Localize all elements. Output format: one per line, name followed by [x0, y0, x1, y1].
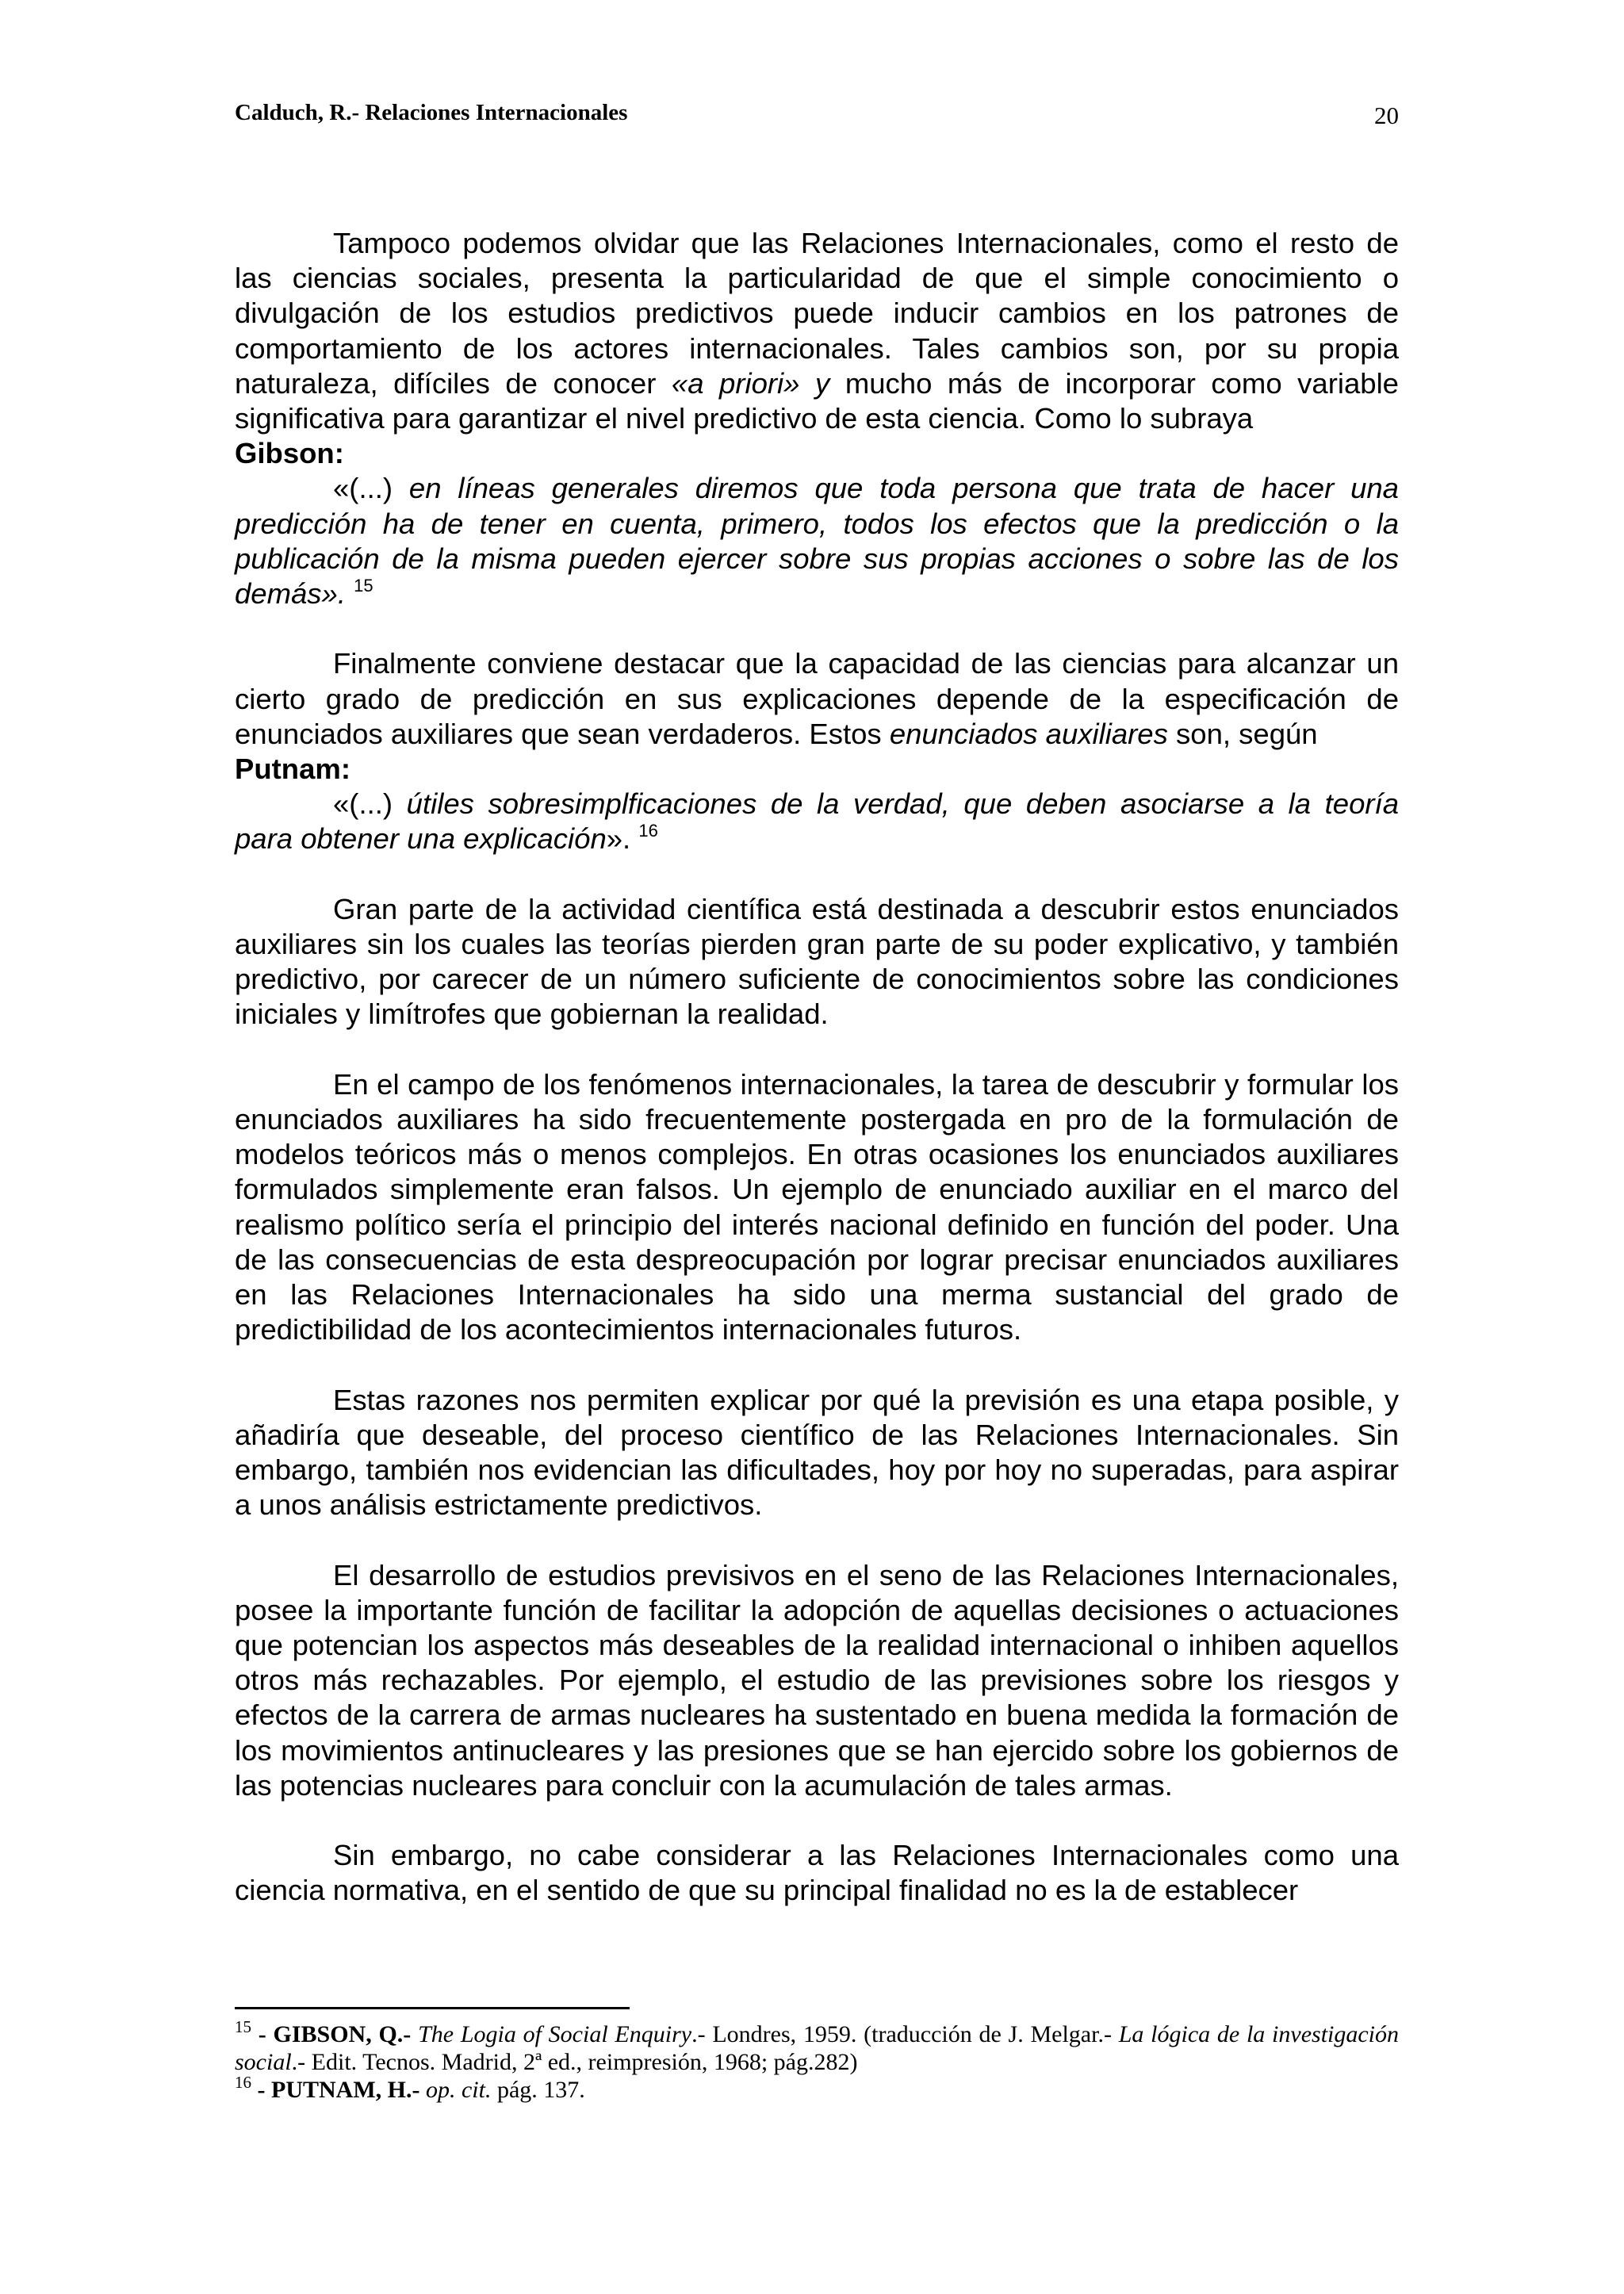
- footnote-16-number: 16: [235, 2073, 251, 2092]
- footnote-15: [235, 2017, 1400, 2076]
- paragraph-7: Sin embargo, no cabe considerar a las Relaciones Internacionales como una ciencia normativa, en el sentido de que su principal finalidad no es la de establecer: [235, 1839, 1399, 1907]
- quote-putnam: [235, 787, 1399, 856]
- footnote-16-end: pág. 137.: [496, 2077, 585, 2103]
- quote-2-close: ».: [606, 822, 631, 856]
- quote-2-open: «(...): [333, 787, 393, 821]
- paragraph-1-end: mucho más de incorporar como variable significativa para garantizar el nivel predictivo de esta ciencia. Como lo subraya: [235, 366, 1399, 435]
- footnote-15-number: 15: [235, 2017, 251, 2036]
- footnote-15-end: .- Edit. Tecnos. Madrid, 2ª ed., reimpresión, 1968; pág.282): [291, 2049, 858, 2075]
- footnote-15-mid: .- Londres, 1959. (traducción de J. Melgar.-: [691, 2021, 1112, 2047]
- paragraph-4: En el campo de los fenómenos internacionales, la tarea de descubrir y formular los enunciados auxiliares ha sido frecuentemente postergada en pro de la formulación de modelos teóricos más o menos complejos. En otras ocasiones los enunciados auxiliares formulados simplemente eran falsos. Un ejemplo de enunciado auxiliar en el marco del realismo político sería el principio del interés nacional definido en función del poder. Una de las consecuencias de esta despreocupación por lograr precisar enunciados auxiliares en las Relaciones Internacionales ha sido una merma sustancial del grado de predictibilidad de los acontecimientos internacionales futuros.: [235, 1067, 1399, 1346]
- gibson-colon: :: [334, 437, 344, 470]
- paragraph-1: [235, 226, 1399, 436]
- quote-2-text: útiles sobresimplficaciones de la verdad, que deben asociarse a la teoría para obtener una explicación: [235, 787, 1399, 856]
- quote-1-open: «(...): [333, 472, 393, 505]
- footnote-16-title: op. cit.: [425, 2077, 492, 2103]
- page-header: [235, 95, 1399, 135]
- footnote-16-author: - PUTNAM, H.-: [257, 2077, 420, 2103]
- paragraph-6: El desarrollo de estudios previsivos en el seno de las Relaciones Internacionales, posee la importante función de facilitar la adopción de aquellas decisiones o actuaciones que potencian los aspectos más deseables de la realidad internacional o inhiben aquellos otros más rechazables. Por ejemplo, el estudio de las previsiones sobre los riesgos y efectos de la carrera de armas nucleares ha sustentado en buena medida la formación de los movimientos antinucleares y las presiones que se han ejercido sobre los gobiernos de las potencias nucleares para concluir con la acumulación de tales armas.: [235, 1558, 1399, 1802]
- footnote-15-title: The Logia of Social Enquiry: [418, 2021, 692, 2047]
- quote-gibson: [235, 471, 1399, 611]
- footnote-16: [235, 2073, 1399, 2104]
- footnote-15-author: - GIBSON, Q.-: [258, 2021, 412, 2047]
- paragraph-3: Gran parte de la actividad científica está destinada a descubrir estos enunciados auxiliares sin los cuales las teorías pierden gran parte de su poder explicativo, y también predictivo, por carecer de un número suficiente de conocimientos sobre las condiciones iniciales y limítrofes que gobiernan la realidad.: [235, 892, 1399, 1031]
- putnam-colon: :: [340, 753, 351, 786]
- paragraph-2-text: Finalmente conviene destacar que la capacidad de las ciencias para alcanzar un cierto grado de predicción en sus explicaciones depende de la especificación de enunciados auxiliares que sean verdaderos. Estos: [235, 647, 1399, 750]
- paragraph-2: [235, 646, 1399, 752]
- running-title: Calduch, R.- Relaciones Internacionales: [235, 100, 628, 125]
- footnote-divider: [235, 2007, 630, 2009]
- paragraph-1-italic: «a priori» y: [671, 366, 830, 400]
- paragraph-2-end: son, según: [1176, 717, 1318, 750]
- page-number: 20: [1374, 101, 1399, 129]
- body-text: [235, 226, 1399, 1909]
- paragraph-5: Estas razones nos permiten explicar por qué la previsión es una etapa posible, y añadiría que deseable, del proceso científico de las Relaciones Internacionales. Sin embargo, también nos evidencian las dificultades, hoy por hoy no superadas, para aspirar a unos análisis estrictamente predictivos.: [235, 1383, 1399, 1522]
- footnote-ref-16[interactable]: 16: [638, 821, 658, 841]
- footnotes: [235, 2017, 1400, 2104]
- putnam-label: [235, 752, 1399, 787]
- gibson-name: Gibson: [235, 437, 335, 470]
- putnam-name: Putnam: [235, 753, 341, 786]
- gibson-label: [235, 436, 1399, 471]
- quote-1-text: en líneas generales diremos que toda persona que trata de hacer una predicción ha de tener en cuenta, primero, todos los efectos que la predicción o la publicación de la misma pueden ejercer sobre sus propias acciones o sobre las de los demás».: [235, 472, 1399, 611]
- paragraph-1-text: Tampoco podemos olvidar que las Relaciones Internacionales, como el resto de las ciencias sociales, presenta la particularidad de que el simple conocimiento o divulgación de los estudios predictivos puede inducir cambios en los patrones de comportamiento de los actores internacionales. Tales cambios son, por su propia naturaleza, difíciles de conocer: [235, 227, 1399, 400]
- footnote-15-title-2: La lógica de la investigación social: [235, 2021, 1400, 2075]
- footnote-ref-15[interactable]: 15: [354, 576, 373, 596]
- paragraph-2-italic: enunciados auxiliares: [889, 717, 1168, 750]
